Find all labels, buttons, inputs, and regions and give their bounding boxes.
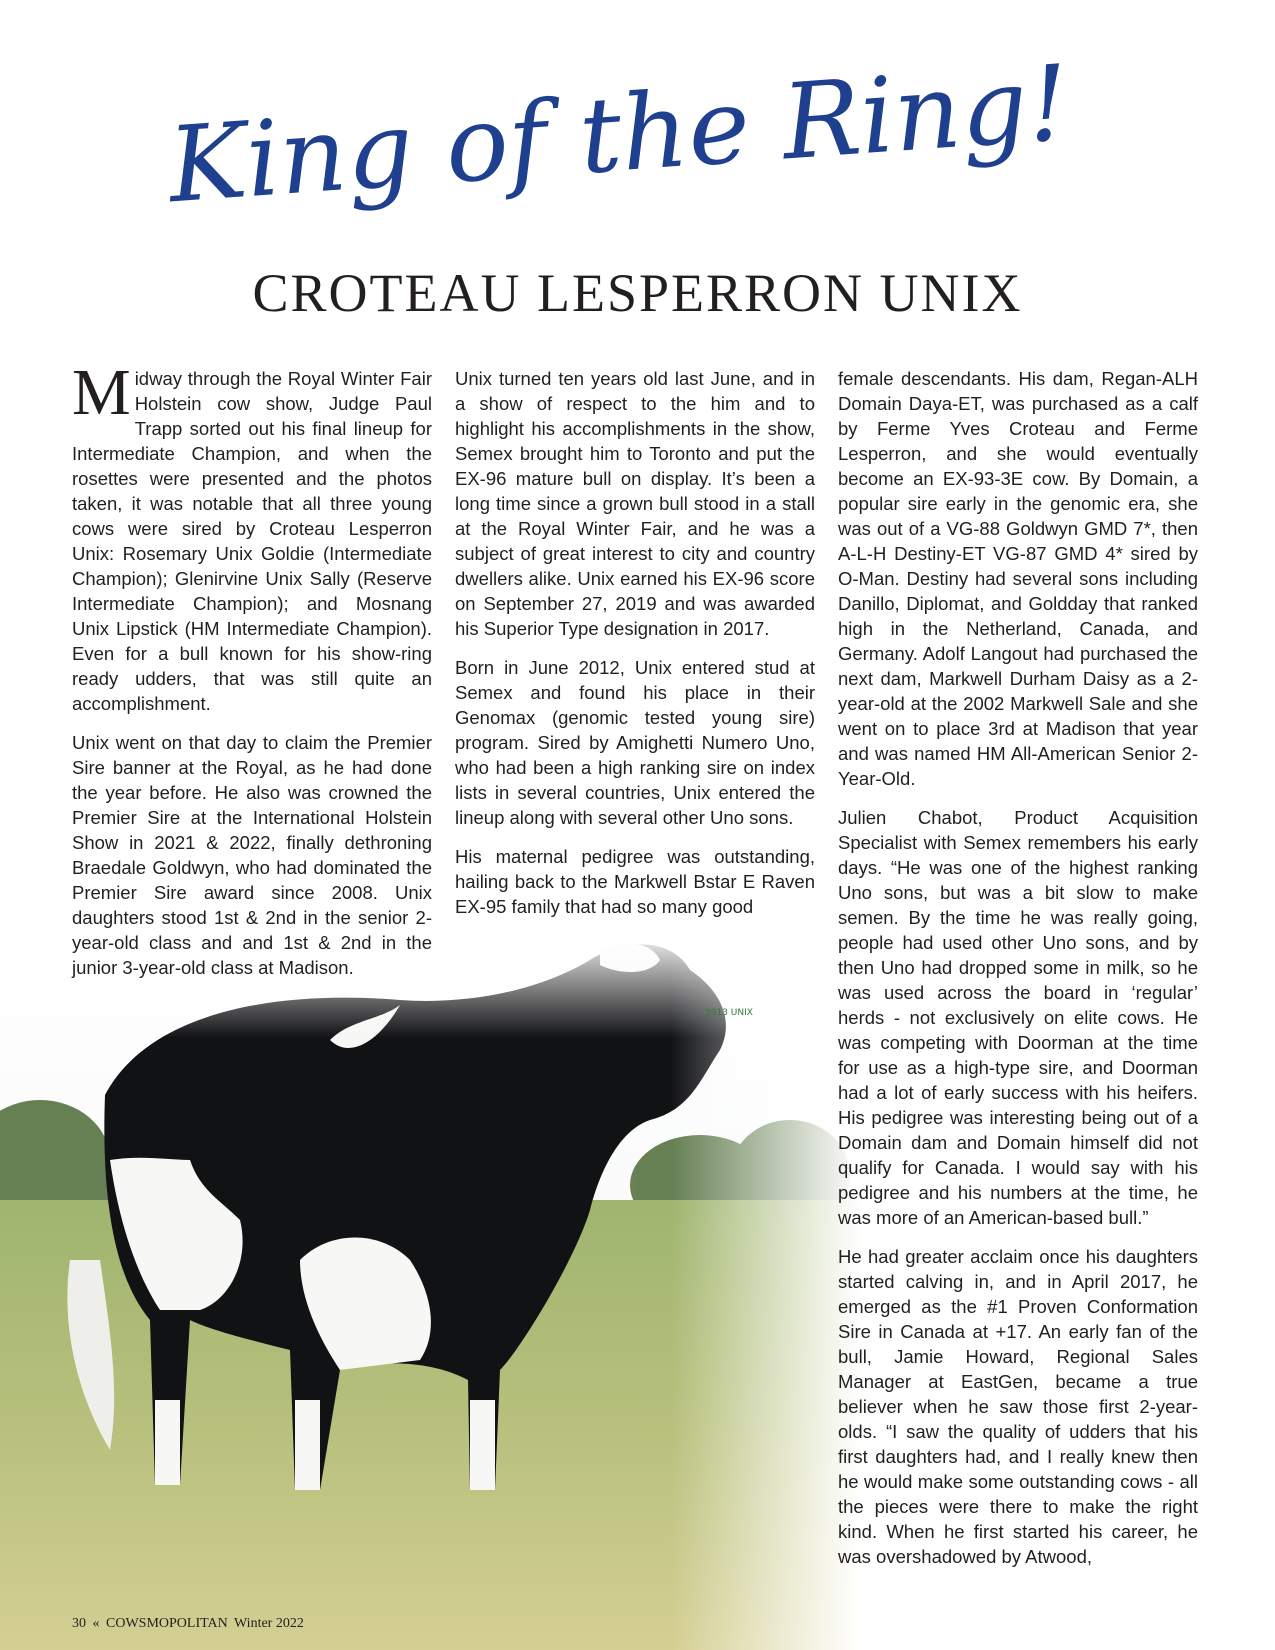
- paragraph: Born in June 2012, Unix entered stud at Semex and found his place in their Genomax (genomic tested young sire) program. Sired by Amighetti Numero Uno, who had been a high ranking sire on index lists in several countries, Unix entered the lineup along with several other Uno sons.: [455, 657, 815, 828]
- article-column-3: [838, 366, 1198, 1583]
- issue-name: Winter 2022: [234, 1616, 304, 1631]
- paragraph: His maternal pedigree was outstanding, hailing back to the Markwell Bstar E Raven EX-95 family that had so many good: [455, 846, 815, 917]
- paragraph-text: idway through the Royal Winter Fair Holstein cow show, Judge Paul Trapp sorted out his final lineup for Intermediate Champion, and when the rosettes were presented and the photos taken, it was notable that all three young cows were sired by Croteau Lesperron Unix: Rosemary Unix Goldie (Intermediate Champion); Glenirvine Unix Sally (Reserve Intermediate Champion); and Mosnang Unix Lipstick (HM Intermediate Champion). Even for a bull known for his show-ring ready udders, that was still quite an accomplishment.: [72, 368, 432, 714]
- drop-cap: M: [72, 356, 131, 429]
- paragraph: Unix turned ten years old last June, and in a show of respect to the him and to highlight his accomplishments in the show, Semex brought him to Toronto and put the EX-96 mature bull on display. It’s been a long time since a grown bull stood in a stall at the Royal Winter Fair, and he was a subject of great interest to city and country dwellers alike. Unix earned his EX-96 score on September 27, 2019 and was awarded his Superior Type designation in 2017.: [455, 368, 815, 639]
- paragraph: He had greater acclaim once his daughters started calving in, and in April 2017, he emerged as the #1 Proven Conformation Sire in Canada at +17. An early fan of the bull, Jamie Howard, Regional Sales Manager at EastGen, became a true believer when he saw those first 2-year-olds. “I saw the quality of udders that his first daughters had, and I really knew then he would make some outstanding cows - all the pieces were there to make the right kind. When he first started his career, he was overshadowed by Atwood,: [838, 1246, 1198, 1567]
- page-number: 30: [72, 1616, 86, 1631]
- headline-text: King of the Ring!: [164, 41, 1073, 227]
- ear-tag: 3913 UNIX: [705, 1008, 753, 1018]
- bull-photo: [0, 930, 860, 1650]
- article-column-1: [72, 356, 432, 994]
- paragraph: [72, 356, 432, 716]
- paragraph: Julien Chabot, Product Acquisition Specialist with Semex remembers his early days. “He was one of the highest ranking Uno sons, but was a bit slow to make semen. By the time he was really going, people had used other Uno sons, and by then Uno had dropped some in milk, so he was used across the board in ‘regular’ herds - not exclusively on elite cows. He was competing with Doorman at the time for use as a high-type sire, and Doorman had a lot of early success with his heifers. His pedigree was interesting being out of a Domain dam and Domain himself did not qualify for Canada. I would say with his pedigree and his numbers at the time, he was more of an American-based bull.”: [838, 807, 1198, 1228]
- headline: [164, 41, 1073, 252]
- article-subtitle: CROTEAU LESPERRON UNIX: [252, 263, 1023, 323]
- article-column-2: [455, 366, 815, 933]
- paragraph: female descendants. His dam, Regan-ALH Domain Daya-ET, was purchased as a calf by Ferme Yves Croteau and Ferme Lesperron, and she would eventually become an EX-93-3E cow. By Domain, a popular sire early in the genomic era, she was out of a VG-88 Goldwyn GMD 7*, then A-L-H Destiny-ET VG-87 GMD 4* sired by O-Man. Destiny had several sons including Danillo, Diplomat, and Goldday that ranked high in the Netherland, Canada, and Germany. Adolf Langout had purchased the next dam, Markwell Durham Daisy as a 2-year-old at the 2002 Markwell Sale and she went on to place 3rd at Madison that year and was named HM All-American Senior 2-Year-Old.: [838, 368, 1198, 789]
- page-footer: [72, 1616, 307, 1632]
- footer-separator: «: [92, 1616, 100, 1631]
- paragraph: Unix went on that day to claim the Premier Sire banner at the Royal, as he had done the year before. He also was crowned the Premier Sire at the International Holstein Show in 2021 & 2022, finally dethroning Braedale Goldwyn, who had dominated the Premier Sire award since 2008. Unix daughters stood 1st & 2nd in the senior 2-year-old class and and 1st & 2nd in the junior 3-year-old class at Madison.: [72, 732, 432, 978]
- publication-name: COWSMOPOLITAN: [106, 1616, 228, 1631]
